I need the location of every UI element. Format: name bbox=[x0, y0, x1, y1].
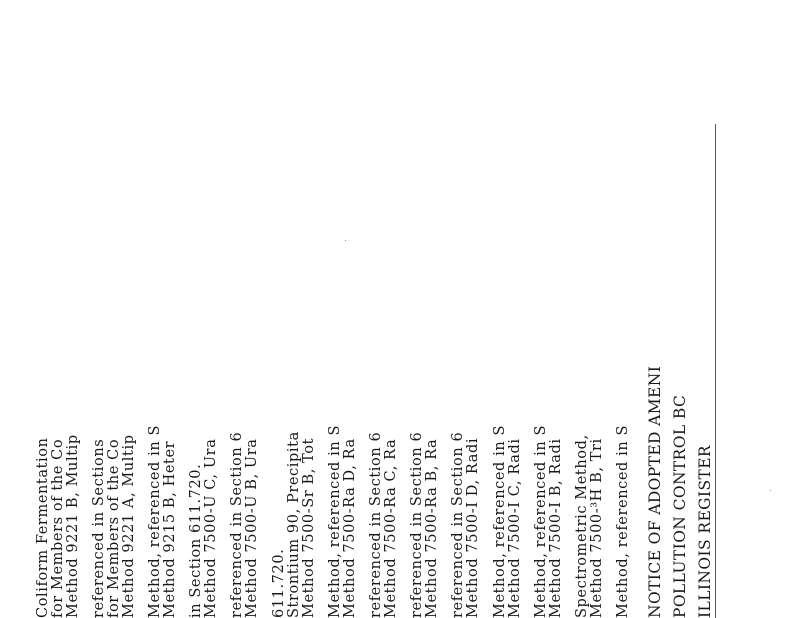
scan-speck bbox=[770, 490, 771, 491]
method-line: in Section 611.720. bbox=[188, 463, 204, 618]
method-line: Method 9221 A, Multip bbox=[121, 434, 137, 618]
register-title: ILLINOIS REGISTER bbox=[696, 444, 714, 618]
method-line: Method 9221 B, Multip bbox=[65, 434, 81, 618]
method-line: Method 7500-Ra B, Ra bbox=[424, 438, 440, 618]
method-line: Method 9215 B, Heter bbox=[162, 440, 178, 618]
method-line: referenced in Section 6 bbox=[368, 431, 384, 618]
method-line: Method 7500-Sr B, Tot bbox=[301, 437, 317, 618]
notice-title: NOTICE OF ADOPTED AMENI bbox=[646, 365, 664, 618]
method-line: Method 7500-I B, Radi bbox=[548, 438, 564, 618]
method-line: for Members of the Co bbox=[50, 438, 66, 618]
method-line: referenced in Section 6 bbox=[450, 431, 466, 618]
method-line: Strontium 90, Precipita bbox=[286, 431, 302, 618]
method-line: 611.720. bbox=[271, 548, 287, 618]
method-line: Method 7500-U B, Ura bbox=[244, 438, 260, 618]
method-line: Spectrometric Method, bbox=[574, 434, 590, 618]
method-line: Method, referenced in S bbox=[327, 424, 343, 618]
method-line: Method, referenced in S bbox=[147, 424, 163, 618]
rotated-document bbox=[35, 58, 770, 618]
method-line: Method, referenced in S bbox=[615, 424, 631, 618]
method-line: for Members of the Co bbox=[106, 438, 122, 618]
header-rule bbox=[715, 124, 716, 618]
method-line: Method 7500-I D, Radi bbox=[465, 437, 481, 618]
method-line: Coliform Fermentation bbox=[35, 437, 51, 618]
method-line: referenced in Section 6 bbox=[229, 431, 245, 618]
method-line: Method, referenced in S bbox=[533, 424, 549, 618]
board-title: POLLUTION CONTROL BC bbox=[671, 394, 689, 618]
method-line: referenced in Section 6 bbox=[409, 431, 425, 618]
method-line: Method 7500-I C, Radi bbox=[507, 438, 523, 618]
method-line: referenced in Sections bbox=[91, 438, 107, 618]
method-line: Method, referenced in S bbox=[492, 424, 508, 618]
method-line: Method 7500-Ra D, Ra bbox=[342, 438, 358, 618]
method-line: Method 7500-³H B, Tri bbox=[589, 438, 605, 618]
method-line: Method 7500-U C, Ura bbox=[203, 438, 219, 618]
method-line: Method 7500-Ra C, Ra bbox=[383, 438, 399, 618]
